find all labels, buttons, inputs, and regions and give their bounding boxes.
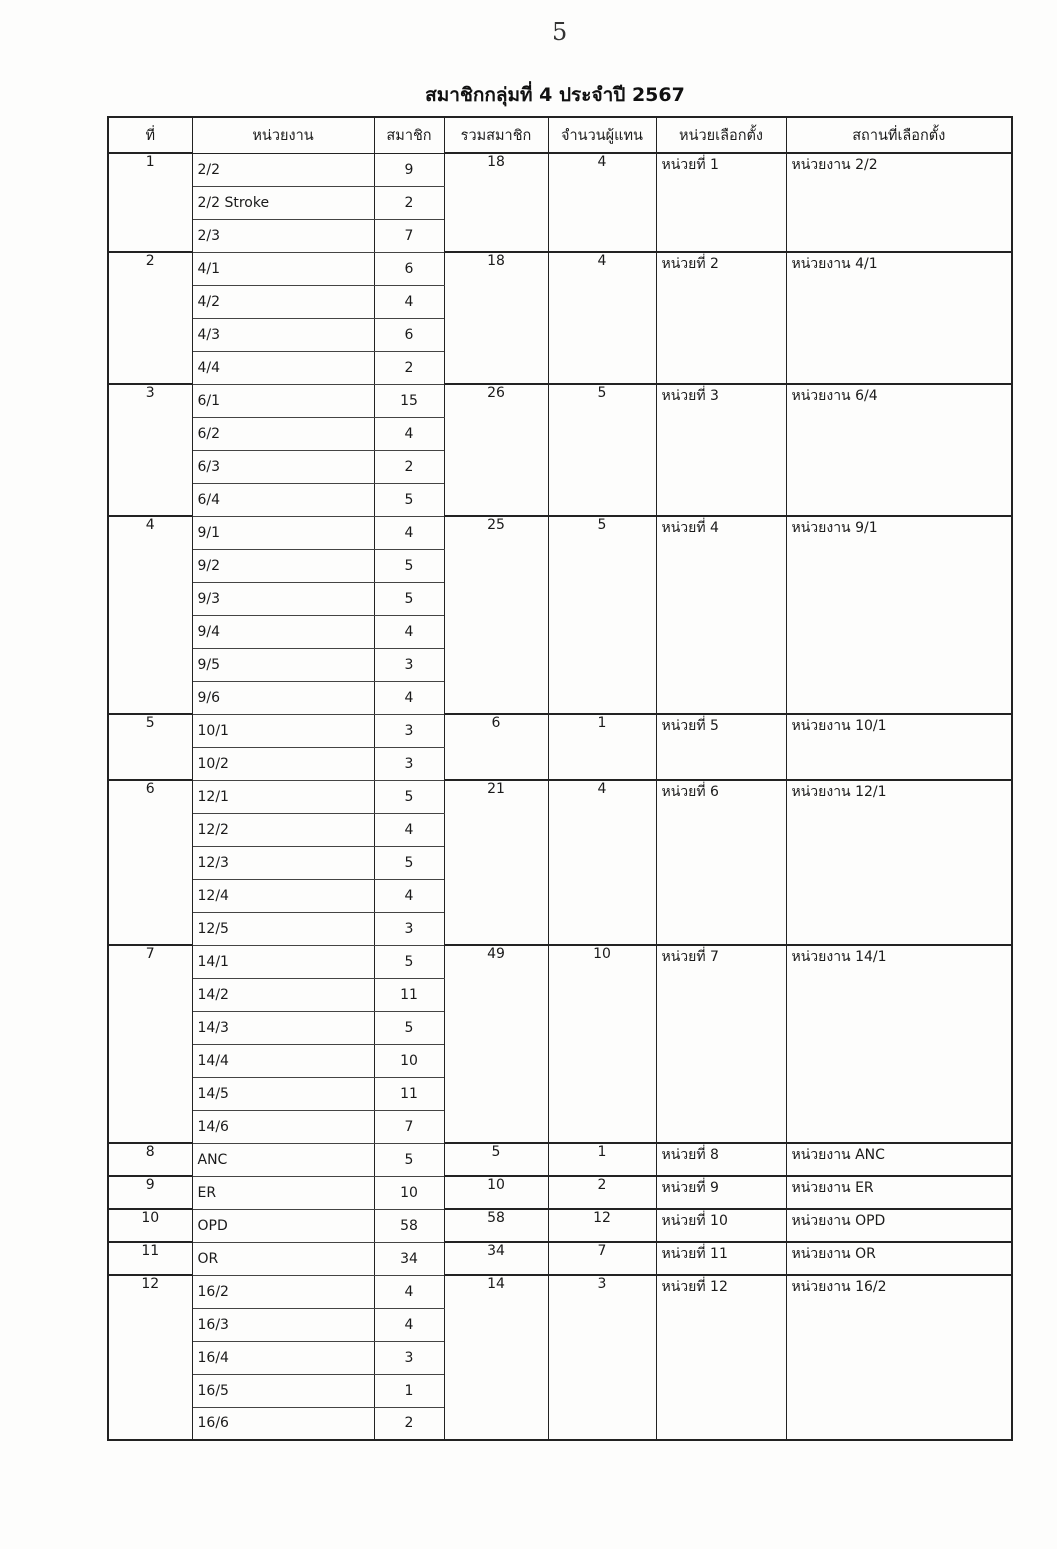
unit-name: OPD	[192, 1209, 374, 1242]
unit-members: 5	[374, 549, 444, 582]
unit-name: 4/3	[192, 318, 374, 351]
unit-name: 14/5	[192, 1077, 374, 1110]
unit-members: 4	[374, 615, 444, 648]
group-polling-place: หน่วยงาน 16/2	[786, 1275, 1012, 1440]
unit-name: 6/2	[192, 417, 374, 450]
group-representatives: 10	[548, 945, 656, 1143]
unit-members: 3	[374, 1341, 444, 1374]
unit-name: 16/5	[192, 1374, 374, 1407]
group-number: 4	[108, 516, 192, 714]
header-unit: หน่วยงาน	[192, 117, 374, 153]
group-polling-place: หน่วยงาน OR	[786, 1242, 1012, 1275]
group-number: 8	[108, 1143, 192, 1176]
unit-members: 34	[374, 1242, 444, 1275]
unit-name: OR	[192, 1242, 374, 1275]
group-ballot-unit: หน่วยที่ 3	[656, 384, 786, 516]
table-row	[108, 1242, 1012, 1275]
group-representatives: 7	[548, 1242, 656, 1275]
unit-name: 4/2	[192, 285, 374, 318]
group-representatives: 1	[548, 1143, 656, 1176]
unit-members: 7	[374, 219, 444, 252]
unit-members: 4	[374, 417, 444, 450]
unit-name: 9/3	[192, 582, 374, 615]
unit-members: 5	[374, 945, 444, 978]
group-polling-place: หน่วยงาน 6/4	[786, 384, 1012, 516]
unit-members: 10	[374, 1044, 444, 1077]
group-representatives: 2	[548, 1176, 656, 1209]
unit-name: ER	[192, 1176, 374, 1209]
table-row	[108, 252, 1012, 285]
unit-name: 6/4	[192, 483, 374, 516]
group-total-members: 58	[444, 1209, 548, 1242]
unit-name: 12/5	[192, 912, 374, 945]
group-total-members: 14	[444, 1275, 548, 1440]
group-ballot-unit: หน่วยที่ 11	[656, 1242, 786, 1275]
group-total-members: 18	[444, 153, 548, 252]
unit-members: 58	[374, 1209, 444, 1242]
group-ballot-unit: หน่วยที่ 6	[656, 780, 786, 945]
unit-members: 11	[374, 1077, 444, 1110]
group-number: 10	[108, 1209, 192, 1242]
group-ballot-unit: หน่วยที่ 10	[656, 1209, 786, 1242]
group-total-members: 26	[444, 384, 548, 516]
unit-name: 9/6	[192, 681, 374, 714]
group-number: 12	[108, 1275, 192, 1440]
unit-members: 2	[374, 351, 444, 384]
group-polling-place: หน่วยงาน ANC	[786, 1143, 1012, 1176]
table-row	[108, 384, 1012, 417]
unit-name: 4/4	[192, 351, 374, 384]
group-polling-place: หน่วยงาน 14/1	[786, 945, 1012, 1143]
group-ballot-unit: หน่วยที่ 8	[656, 1143, 786, 1176]
unit-name: 16/3	[192, 1308, 374, 1341]
group-total-members: 25	[444, 516, 548, 714]
header-no: ที่	[108, 117, 192, 153]
table-row	[108, 780, 1012, 813]
group-representatives: 5	[548, 516, 656, 714]
group-number: 1	[108, 153, 192, 252]
unit-members: 10	[374, 1176, 444, 1209]
unit-members: 4	[374, 879, 444, 912]
table-body	[108, 153, 1012, 1440]
unit-members: 6	[374, 318, 444, 351]
group-ballot-unit: หน่วยที่ 12	[656, 1275, 786, 1440]
unit-name: 14/1	[192, 945, 374, 978]
group-representatives: 5	[548, 384, 656, 516]
unit-name: 9/5	[192, 648, 374, 681]
group-total-members: 18	[444, 252, 548, 384]
page-number: 5	[552, 18, 568, 46]
group-polling-place: หน่วยงาน 12/1	[786, 780, 1012, 945]
unit-name: 14/4	[192, 1044, 374, 1077]
group-polling-place: หน่วยงาน ER	[786, 1176, 1012, 1209]
group-total-members: 34	[444, 1242, 548, 1275]
table-row	[108, 714, 1012, 747]
group-ballot-unit: หน่วยที่ 7	[656, 945, 786, 1143]
unit-members: 5	[374, 780, 444, 813]
group-polling-place: หน่วยงาน OPD	[786, 1209, 1012, 1242]
header-total-members: รวมสมาชิก	[444, 117, 548, 153]
header-representatives: จำนวนผู้แทน	[548, 117, 656, 153]
table-row	[108, 1143, 1012, 1176]
membership-table	[107, 116, 1013, 1441]
group-ballot-unit: หน่วยที่ 2	[656, 252, 786, 384]
unit-members: 9	[374, 153, 444, 186]
unit-name: 10/2	[192, 747, 374, 780]
unit-name: 6/3	[192, 450, 374, 483]
table-row	[108, 1209, 1012, 1242]
unit-members: 4	[374, 681, 444, 714]
unit-name: 16/2	[192, 1275, 374, 1308]
group-number: 2	[108, 252, 192, 384]
unit-members: 3	[374, 714, 444, 747]
group-total-members: 5	[444, 1143, 548, 1176]
table-row	[108, 945, 1012, 978]
group-total-members: 49	[444, 945, 548, 1143]
group-ballot-unit: หน่วยที่ 4	[656, 516, 786, 714]
unit-name: 2/2 Stroke	[192, 186, 374, 219]
unit-members: 11	[374, 978, 444, 1011]
group-polling-place: หน่วยงาน 9/1	[786, 516, 1012, 714]
group-ballot-unit: หน่วยที่ 9	[656, 1176, 786, 1209]
unit-name: 12/3	[192, 846, 374, 879]
group-total-members: 6	[444, 714, 548, 780]
table-row	[108, 1176, 1012, 1209]
group-number: 9	[108, 1176, 192, 1209]
unit-name: 12/2	[192, 813, 374, 846]
document-title: สมาชิกกลุ่มที่ 4 ประจำปี 2567	[425, 84, 685, 106]
unit-members: 6	[374, 252, 444, 285]
unit-name: 6/1	[192, 384, 374, 417]
unit-name: 14/3	[192, 1011, 374, 1044]
header-polling-place: สถานที่เลือกตั้ง	[786, 117, 1012, 153]
group-representatives: 4	[548, 780, 656, 945]
group-number: 7	[108, 945, 192, 1143]
unit-members: 15	[374, 384, 444, 417]
group-representatives: 1	[548, 714, 656, 780]
group-ballot-unit: หน่วยที่ 5	[656, 714, 786, 780]
group-representatives: 4	[548, 153, 656, 252]
unit-members: 1	[374, 1374, 444, 1407]
unit-name: 9/1	[192, 516, 374, 549]
group-number: 5	[108, 714, 192, 780]
unit-name: ANC	[192, 1143, 374, 1176]
unit-members: 4	[374, 516, 444, 549]
unit-name: 14/2	[192, 978, 374, 1011]
group-polling-place: หน่วยงาน 4/1	[786, 252, 1012, 384]
table-row	[108, 1275, 1012, 1308]
header-row	[108, 117, 1012, 153]
header-ballot-unit: หน่วยเลือกตั้ง	[656, 117, 786, 153]
unit-members: 3	[374, 648, 444, 681]
unit-members: 4	[374, 813, 444, 846]
unit-members: 5	[374, 846, 444, 879]
unit-name: 12/4	[192, 879, 374, 912]
group-representatives: 4	[548, 252, 656, 384]
unit-members: 4	[374, 285, 444, 318]
group-number: 11	[108, 1242, 192, 1275]
group-number: 6	[108, 780, 192, 945]
group-representatives: 12	[548, 1209, 656, 1242]
unit-members: 4	[374, 1275, 444, 1308]
unit-name: 16/4	[192, 1341, 374, 1374]
unit-name: 2/3	[192, 219, 374, 252]
unit-members: 4	[374, 1308, 444, 1341]
unit-members: 2	[374, 450, 444, 483]
unit-members: 7	[374, 1110, 444, 1143]
unit-members: 3	[374, 747, 444, 780]
table-row	[108, 153, 1012, 186]
header-members: สมาชิก	[374, 117, 444, 153]
unit-members: 2	[374, 1407, 444, 1440]
unit-name: 14/6	[192, 1110, 374, 1143]
group-number: 3	[108, 384, 192, 516]
unit-members: 5	[374, 1011, 444, 1044]
group-polling-place: หน่วยงาน 10/1	[786, 714, 1012, 780]
unit-name: 4/1	[192, 252, 374, 285]
unit-members: 3	[374, 912, 444, 945]
unit-name: 12/1	[192, 780, 374, 813]
unit-members: 2	[374, 186, 444, 219]
group-polling-place: หน่วยงาน 2/2	[786, 153, 1012, 252]
group-total-members: 10	[444, 1176, 548, 1209]
group-ballot-unit: หน่วยที่ 1	[656, 153, 786, 252]
table-row	[108, 516, 1012, 549]
unit-name: 10/1	[192, 714, 374, 747]
group-representatives: 3	[548, 1275, 656, 1440]
unit-name: 9/2	[192, 549, 374, 582]
unit-members: 5	[374, 1143, 444, 1176]
group-total-members: 21	[444, 780, 548, 945]
unit-name: 2/2	[192, 153, 374, 186]
unit-name: 9/4	[192, 615, 374, 648]
unit-members: 5	[374, 483, 444, 516]
unit-members: 5	[374, 582, 444, 615]
unit-name: 16/6	[192, 1407, 374, 1440]
